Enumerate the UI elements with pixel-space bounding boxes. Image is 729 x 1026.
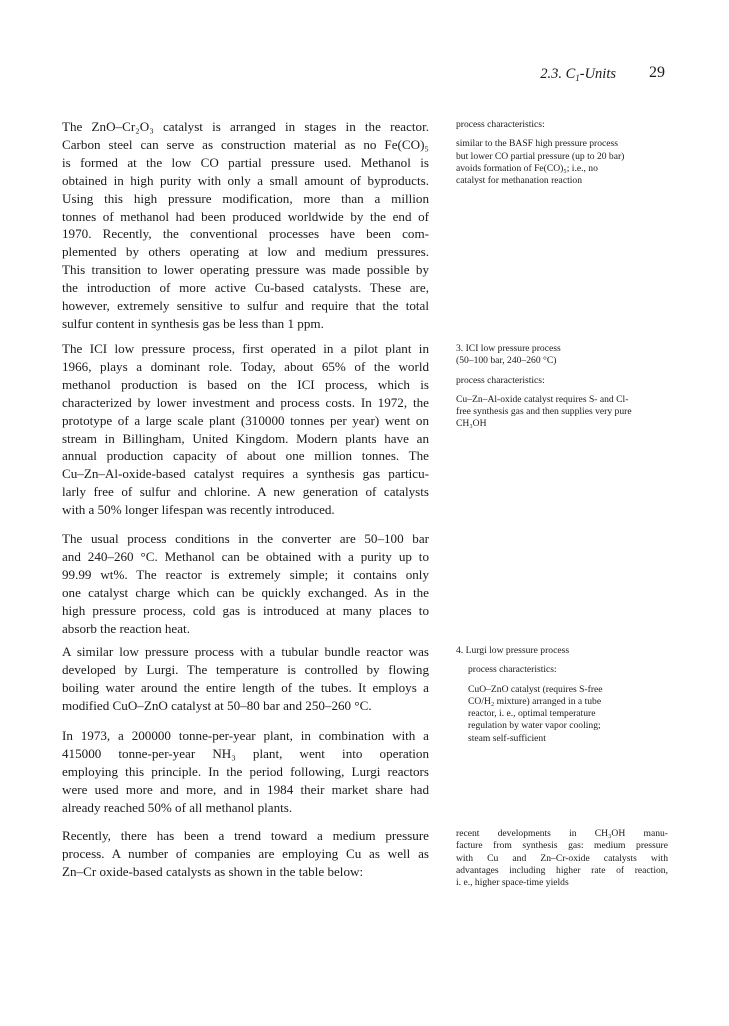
text-line: 1966, plays a dominant role. Today, about 65% of the world <box>62 358 429 374</box>
note-line: CuO–ZnO catalyst (requires S-free <box>468 683 603 695</box>
text-line: the introduction of more active Cu-based catalysts. These are, <box>62 280 429 296</box>
paragraph-lurgi <box>62 643 429 715</box>
paragraph-medium-pressure <box>62 827 429 881</box>
text-line: stream in Billingham, United Kingdom. Modern plants have an <box>62 430 429 446</box>
text-line: prototype of a large scale plant (310000 tonnes per year) went on <box>62 412 429 428</box>
note-line: Cu–Zn–Al-oxide catalyst requires S- and Cl- <box>456 393 629 405</box>
text-line: Recently, there has been a trend toward a medium pressure <box>62 828 429 843</box>
note-line: CO/H₂ mixture) arranged in a tube <box>468 695 602 707</box>
text-line: This transition to lower operating pressure was made possible by <box>62 262 429 278</box>
text-line: 415000 tonne-per-year NH₃ plant, went into operation <box>62 745 429 761</box>
text-line: tonnes of methanol had been produced worldwide by the end of <box>62 208 429 224</box>
text-line: and 240–260 °C. Methanol can be obtained with a purity up to <box>62 548 429 564</box>
text-line: Zn–Cr oxide-based catalysts as shown in the table below: <box>62 863 364 879</box>
note-line: advantages including higher rate of reaction, <box>456 864 668 876</box>
paragraph-high-pressure <box>62 118 429 333</box>
text-line: characterized by lower investment and process costs. In 1972, the <box>62 394 429 410</box>
text-line: 1970. Recently, the conventional processes have been com- <box>62 226 429 242</box>
note-heading: process characteristics: <box>456 119 545 130</box>
text-line: is formed at the low CO partial pressure used. Methanol is <box>62 154 429 170</box>
text-line: high pressure process, cold gas is introduced at many places to <box>62 602 429 618</box>
text-line: Carbon steel can serve as construction material as no Fe(CO)₅ <box>62 136 429 152</box>
note-line: reactor, i. e., optimal temperature <box>468 708 596 720</box>
page-number: 29 <box>649 64 665 81</box>
note-line: facture from synthesis gas: medium pressure <box>456 840 668 852</box>
text-line: boiling water around the entire length of the tubes. It employs a <box>62 679 429 695</box>
text-line: obtained in high purity with only a small amount of byproducts. <box>62 172 429 188</box>
section-title: 2.3. $C_1$-Units <box>540 66 616 83</box>
note-heading: process characteristics: <box>456 374 545 386</box>
text-line: The usual process conditions in the converter are 50–100 bar <box>62 531 429 546</box>
running-header <box>0 66 729 86</box>
paragraph-conditions <box>62 530 429 637</box>
text-line: plemented by others operating at low and medium pressures. <box>62 244 429 260</box>
margin-note-ici <box>456 343 668 431</box>
note-line: free synthesis gas and then supplies very pure <box>456 406 632 418</box>
margin-note-high-pressure <box>456 119 668 187</box>
paragraph-lurgi-adoption <box>62 727 429 817</box>
text-line: In 1973, a 200000 tonne-per-year plant, in combination with a <box>62 728 429 743</box>
note-line: avoids formation of Fe(CO)₅; i.e., no <box>456 162 598 174</box>
note-line: regulation by water vapor cooling; <box>468 720 601 732</box>
note-conditions: (50–100 bar, 240–260 °C) <box>456 355 557 367</box>
text-line: methanol production is based on the ICI process, which is <box>62 376 429 392</box>
note-line: CH₃OH <box>456 418 487 430</box>
text-line: annual production capacity of about one million tonnes. The <box>62 448 429 464</box>
text-line: however, extremely sensitive to sulfur and require that the total <box>62 298 429 314</box>
text-line: 99.99 wt%. The reactor is extremely simple; it contains only <box>62 566 429 582</box>
text-line: The ZnO–Cr₂O₃ catalyst is arranged in stages in the reactor. <box>62 119 429 134</box>
note-line: catalyst for methanation reaction <box>456 175 582 187</box>
note-line: recent developments in CH₃OH manu- <box>456 828 668 839</box>
text-line: developed by Lurgi. The temperature is controlled by flowing <box>62 661 429 677</box>
text-line: were used more and more, and in 1984 their market share had <box>62 781 429 797</box>
paragraph-ici <box>62 340 429 519</box>
text-line: A similar low pressure process with a tubular bundle reactor was <box>62 644 429 659</box>
margin-note-lurgi <box>456 645 668 745</box>
note-title: 4. Lurgi low pressure process <box>456 645 570 656</box>
margin-note-recent <box>456 828 668 889</box>
text-line: The ICI low pressure process, first operated in a pilot plant in <box>62 341 429 356</box>
note-line: steam self-sufficient <box>468 732 546 744</box>
text-line: absorb the reaction heat. <box>62 620 190 636</box>
text-line: modified CuO–ZnO catalyst at 50–80 bar and 250–260 °C. <box>62 697 372 713</box>
note-title: 3. ICI low pressure process <box>456 343 561 354</box>
text-line: sulfur content in synthesis gas be less than 1 ppm. <box>62 315 324 331</box>
note-line: similar to the BASF high pressure process <box>456 138 619 150</box>
text-line: one catalyst charge which can be quickly exchanged. As in the <box>62 584 429 600</box>
text-line: Cu–Zn–Al-oxide-based catalyst requires a synthesis gas particu- <box>62 466 429 482</box>
note-line: i. e., higher space-time yields <box>456 877 569 889</box>
text-line: already reached 50% of all methanol plants. <box>62 799 293 815</box>
note-heading: process characteristics: <box>468 664 557 676</box>
text-line: with a 50% longer lifespan was recently introduced. <box>62 502 335 518</box>
text-line: larly free of sulfur and chlorine. A new generation of catalysts <box>62 484 429 500</box>
text-line: process. A number of companies are employing Cu as well as <box>62 845 429 861</box>
note-line: but lower CO partial pressure (up to 20 bar) <box>456 150 625 162</box>
text-line: employing this principle. In the period following, Lurgi reactors <box>62 763 429 779</box>
text-line: Using this high pressure modification, more than a million <box>62 190 429 206</box>
note-line: with Cu and Zn–Cr-oxide catalysts with <box>456 852 668 864</box>
